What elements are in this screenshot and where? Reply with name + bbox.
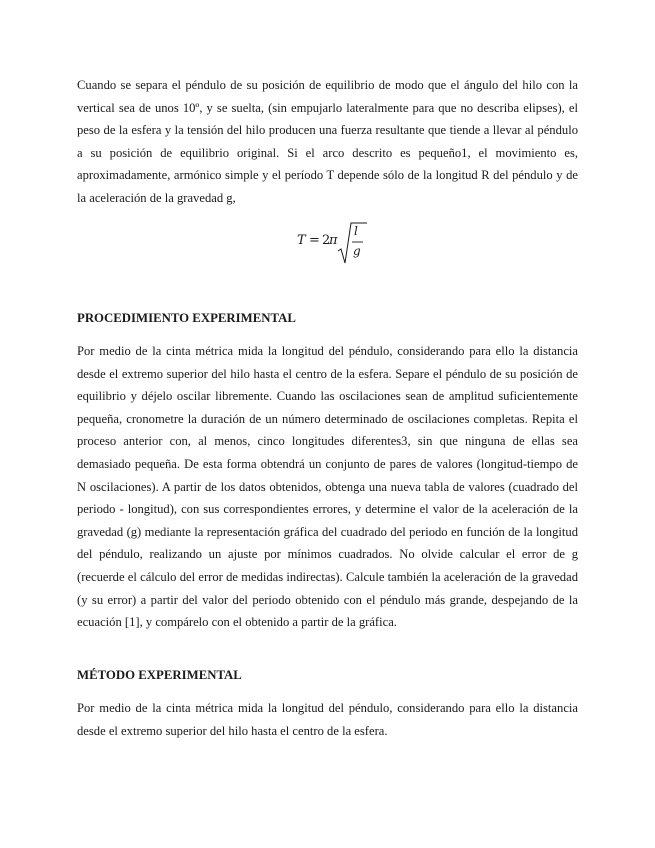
metodo-heading: MÉTODO EXPERIMENTAL — [77, 668, 242, 682]
formula-denominator: g — [353, 244, 361, 258]
formula-period-symbol: T — [297, 233, 306, 248]
period-formula — [295, 221, 375, 265]
intro-paragraph: Cuando se separa el péndulo de su posición de equilibrio de modo que el ángulo del hilo con la vertical sea de unos 10º, y se suelta, (sin empujarlo lateralmente para que no describa elipses), el peso de la esfera y la tensión del hilo producen una fuerza resultante que tiende a llevar al péndulo a su posición de equilibrio original. Si el arco descrito es pequeño1, el movimiento es, aproximadamente, armónico simple y el período T depende sólo de la longitud R del péndulo y de la aceleración de la gravedad g, — [77, 78, 578, 205]
square-root-sign — [295, 221, 375, 265]
formula-coefficient: 2 — [322, 233, 331, 248]
formula-numerator: l — [354, 224, 358, 238]
formula-pi: π — [329, 233, 338, 248]
procedimiento-paragraph: Por medio de la cinta métrica mida la longitud del péndulo, considerando para ello la distancia desde el extremo superior del hilo hasta el centro de la esfera. Separe el péndulo de su posición de equilibrio y déjelo oscilar libremente. Cuando las oscilaciones sean de amplitud suficientemente pequeña, cronometre la duración de un número determinado de oscilaciones completas. Repita el proceso anterior con, al menos, cinco longitudes diferentes3, sin que ninguna de ellas sea demasiado pequeña. De esta forma obtendrá un conjunto de pares de valores (longitud-tiempo de N oscilaciones). A partir de los datos obtenidos, obtenga una nueva tabla de valores (cuadrado del periodo - longitud), con sus correspondientes errores, y determine el valor de la aceleración de la gravedad (g) mediante la representación gráfica del cuadrado del periodo en función de la longitud del péndulo, realizando un ajuste por mínimos cuadrados. No olvide calcular el error de g (recuerde el cálculo del error de medidas indirectas). Calcule también la aceleración de la gravedad (y su error) a partir del valor del periodo obtenido con el péndulo más grande, despejando de la ecuación [1], y compárelo con el obtenido a partir de la gráfica. — [77, 344, 578, 630]
procedimiento-heading: PROCEDIMIENTO EXPERIMENTAL — [77, 311, 296, 325]
formula-equals: = — [309, 233, 320, 248]
metodo-paragraph: Por medio de la cinta métrica mida la longitud del péndulo, considerando para ello la distancia desde el extremo superior del hilo hasta el centro de la esfera. — [77, 701, 578, 738]
